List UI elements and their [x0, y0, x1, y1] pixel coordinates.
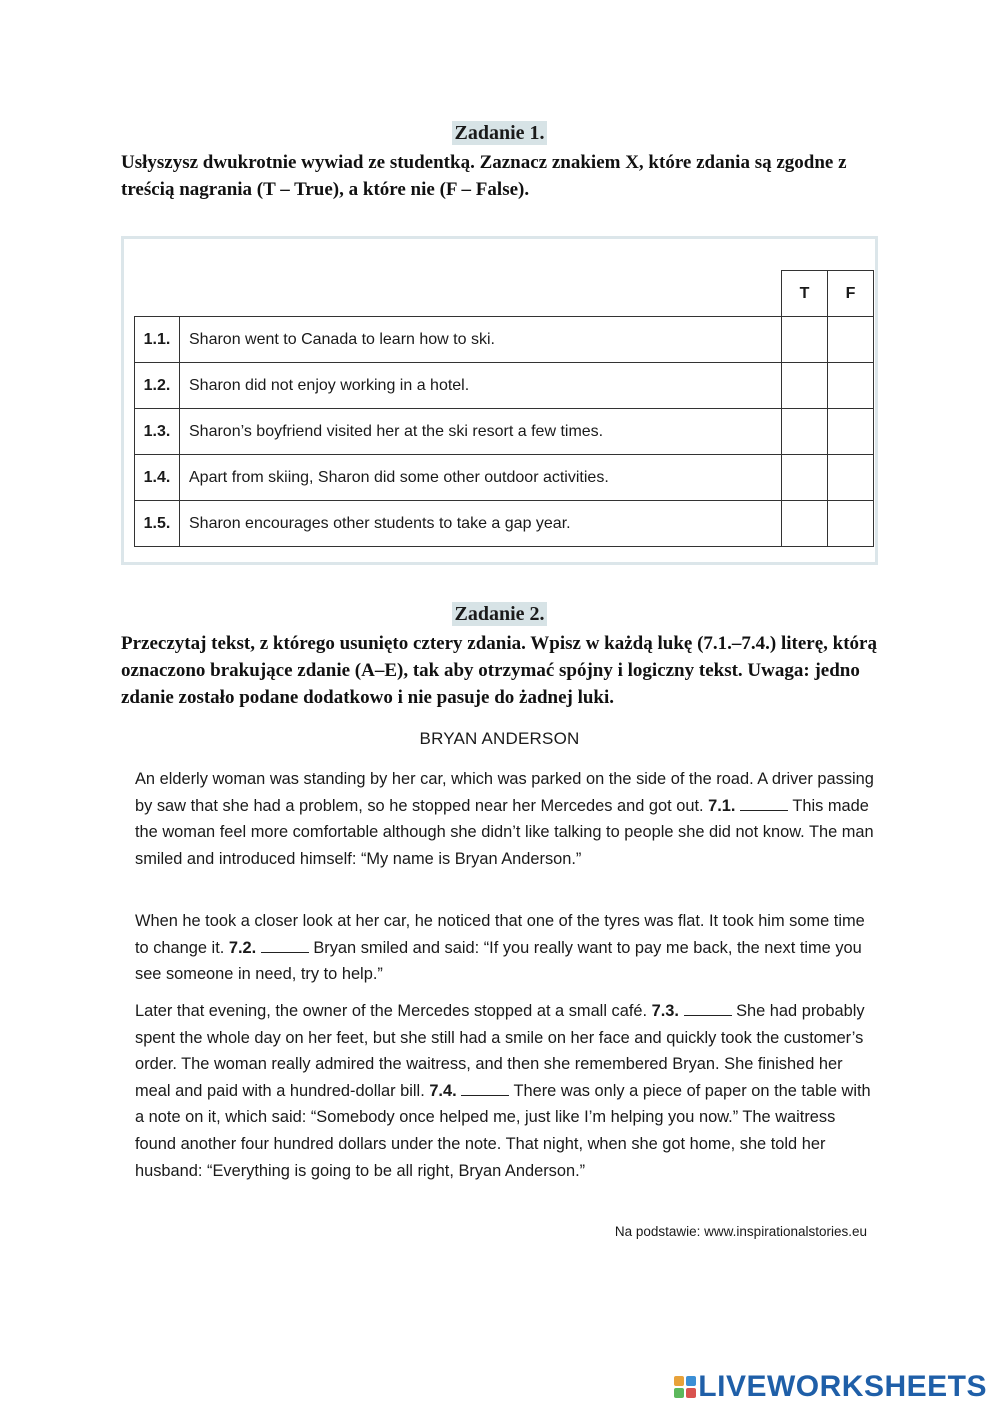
logo-blocks-icon: [674, 1376, 696, 1398]
row-number: 1.4.: [135, 455, 180, 501]
task1-title: Zadanie 1.: [454, 122, 545, 144]
answer-box-f[interactable]: [828, 363, 874, 409]
gap-label: 7.4.: [429, 1081, 457, 1100]
task1-instruction: Usłyszysz dwukrotnie wywiad ze studentką. Zaznacz znakiem X, które zdania są zgodne z treścią nagrania (T – True), a które nie (F – False).: [121, 152, 847, 200]
answer-box-t[interactable]: [782, 363, 828, 409]
table-row: [135, 501, 874, 547]
gap-label: 7.1.: [708, 796, 736, 815]
gap-blank-7-2[interactable]: [261, 938, 309, 953]
paragraph-2: When he took a closer look at her car, he noticed that one of the tyres was flat. It took him some time to change it. 7.2. Bryan smiled and said: “If you really want to pay me back, the next time you see someone in need, try to help.”: [135, 912, 865, 984]
row-statement: Sharon went to Canada to learn how to ski.: [180, 317, 782, 363]
gap-label: 7.2.: [228, 938, 257, 957]
true-false-table: [134, 270, 874, 547]
row-statement: Sharon’s boyfriend visited her at the ski resort a few times.: [180, 409, 782, 455]
table-row: [135, 317, 874, 363]
row-statement: Apart from skiing, Sharon did some other outdoor activities.: [180, 455, 782, 501]
logo-text: LIVEWORKSHEETS: [698, 1370, 987, 1403]
col-t-header: T: [782, 271, 828, 317]
reading-title: BRYAN ANDERSON: [419, 729, 580, 748]
table-row: [135, 409, 874, 455]
task2-instruction: Przeczytaj tekst, z którego usunięto cztery zdania. Wpisz w każdą lukę (7.1.–7.4.) literę, którą oznaczono brakujące zdanie (A–E), tak aby otrzymać spójny i logiczny tekst. Uwaga: jedno zdanie zostało podane dodatkowo i nie pasuje do żadnej luki.: [121, 633, 877, 708]
row-statement: Sharon encourages other students to take a gap year.: [180, 501, 782, 547]
row-number: 1.1.: [135, 317, 180, 363]
table-row: [135, 455, 874, 501]
gap-label: 7.3.: [651, 1002, 679, 1020]
answer-box-t[interactable]: [782, 501, 828, 547]
paragraph-1: An elderly woman was standing by her car, which was parked on the side of the road. A driver passing by saw that she had a problem, so he stopped near her Mercedes and got out. 7.1. This made the woman feel more comfortable although she didn’t like talking to people she did not know. The man smiled and introduced himself: “My name is Bryan Anderson.”: [135, 770, 874, 868]
answer-box-f[interactable]: [828, 317, 874, 363]
answer-box-f[interactable]: [828, 501, 874, 547]
answer-box-t[interactable]: [782, 317, 828, 363]
gap-blank-7-3[interactable]: [684, 1001, 732, 1016]
task2-title: Zadanie 2.: [454, 603, 545, 625]
gap-blank-7-4[interactable]: [461, 1081, 509, 1096]
row-number: 1.3.: [135, 409, 180, 455]
row-number: 1.2.: [135, 363, 180, 409]
col-f-header: F: [828, 271, 874, 317]
table-row: [135, 363, 874, 409]
row-number: 1.5.: [135, 501, 180, 547]
paragraph-3: Later that evening, the owner of the Mercedes stopped at a small café. 7.3. She had probably spent the whole day on her feet, but she still had a smile on her face and quickly took the customer’s order. The woman really admired the waitress, and then she remembered Bryan. She finished her meal and paid with a hundred-dollar bill. 7.4. There was only a piece of paper on the table with a note on it, which said: “Somebody once helped me, just like I’m helping you now.” The waitress found another four hundred dollars under the note. That night, when she got home, she told her husband: “Everything is going to be all right, Bryan Anderson.”: [135, 1002, 871, 1180]
liveworksheets-logo: [674, 1370, 987, 1404]
source-note: Na podstawie: www.inspirationalstories.eu: [614, 1224, 867, 1239]
answer-box-f[interactable]: [828, 455, 874, 501]
row-statement: Sharon did not enjoy working in a hotel.: [180, 363, 782, 409]
gap-blank-7-1[interactable]: [740, 796, 788, 811]
answer-box-t[interactable]: [782, 409, 828, 455]
answer-box-t[interactable]: [782, 455, 828, 501]
answer-box-f[interactable]: [828, 409, 874, 455]
table-header-row: [135, 271, 874, 317]
